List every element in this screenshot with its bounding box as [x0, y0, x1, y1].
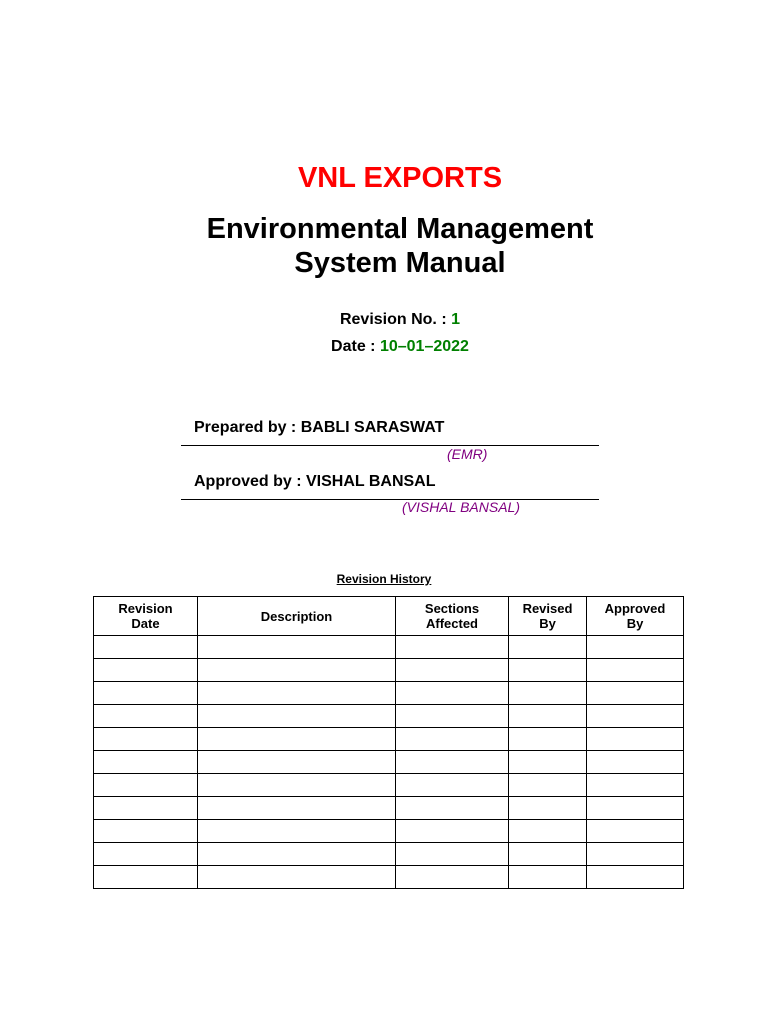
- table-cell: [198, 774, 396, 797]
- table-cell: [509, 705, 587, 728]
- prepared-signature-line: [181, 445, 599, 446]
- prepared-by: Prepared by : BABLI SARASWAT: [194, 419, 445, 436]
- table-cell: [198, 682, 396, 705]
- manual-title-line2: System Manual: [294, 247, 506, 279]
- prepared-role: (EMR): [447, 446, 488, 462]
- table-cell: [198, 866, 396, 889]
- table-cell: [587, 636, 684, 659]
- column-header-revised-by: Revised By: [509, 597, 587, 636]
- table-row: [94, 843, 684, 866]
- table-cell: [94, 682, 198, 705]
- revision-history-table: [93, 596, 684, 889]
- table-cell: [396, 820, 509, 843]
- manual-title-line1: Environmental Management: [206, 213, 594, 245]
- table-cell: [396, 843, 509, 866]
- table-row: [94, 682, 684, 705]
- revision-history-title: Revision History: [336, 572, 432, 586]
- table-cell: [94, 705, 198, 728]
- table-cell: [587, 843, 684, 866]
- approved-role: (VISHAL BANSAL): [402, 499, 521, 515]
- table-cell: [509, 751, 587, 774]
- table-cell: [509, 797, 587, 820]
- revision-date: [0, 338, 768, 356]
- table-cell: [509, 774, 587, 797]
- table-cell: [198, 659, 396, 682]
- table-cell: [509, 682, 587, 705]
- table-cell: [587, 797, 684, 820]
- table-cell: [94, 751, 198, 774]
- table-row: [94, 774, 684, 797]
- table-cell: [587, 866, 684, 889]
- table-cell: [94, 820, 198, 843]
- table-row: [94, 797, 684, 820]
- table-cell: [198, 797, 396, 820]
- table-cell: [396, 636, 509, 659]
- table-cell: [94, 636, 198, 659]
- table-row: [94, 820, 684, 843]
- table-cell: [94, 774, 198, 797]
- table-cell: [396, 797, 509, 820]
- table-row: [94, 751, 684, 774]
- revision-number-value: 1: [451, 311, 461, 328]
- column-header-description: Description: [198, 597, 396, 636]
- table-row: [94, 866, 684, 889]
- table-cell: [509, 659, 587, 682]
- table-cell: [396, 728, 509, 751]
- table-cell: [509, 843, 587, 866]
- table-cell: [587, 682, 684, 705]
- table-cell: [94, 659, 198, 682]
- approved-signature-line: [181, 499, 599, 500]
- column-header-approved-by: Approved By: [587, 597, 684, 636]
- table-cell: [396, 751, 509, 774]
- table-cell: [198, 705, 396, 728]
- table-cell: [198, 751, 396, 774]
- table-cell: [396, 774, 509, 797]
- table-cell: [198, 820, 396, 843]
- manual-title: [0, 212, 768, 280]
- table-cell: [509, 866, 587, 889]
- table-row: [94, 705, 684, 728]
- table-row: [94, 728, 684, 751]
- table-header-row: [94, 597, 684, 636]
- table-cell: [396, 682, 509, 705]
- table-row: [94, 659, 684, 682]
- revision-date-value: 10–01–2022: [379, 338, 469, 355]
- table-cell: [198, 728, 396, 751]
- revision-history-rows: [94, 636, 684, 889]
- table-cell: [94, 843, 198, 866]
- table-cell: [94, 728, 198, 751]
- table-cell: [198, 636, 396, 659]
- table-cell: [396, 866, 509, 889]
- company-name: VNL EXPORTS: [297, 162, 503, 194]
- column-header-revision-date: Revision Date: [94, 597, 198, 636]
- revision-number: [0, 311, 768, 329]
- approved-by: Approved by : VISHAL BANSAL: [194, 473, 436, 490]
- column-header-sections-affected: Sections Affected: [396, 597, 509, 636]
- revision-number-label: Revision No. :: [339, 311, 447, 328]
- revision-date-label: Date :: [331, 338, 376, 355]
- table-cell: [587, 751, 684, 774]
- table-cell: [587, 820, 684, 843]
- table-cell: [509, 820, 587, 843]
- table-cell: [587, 728, 684, 751]
- table-cell: [587, 659, 684, 682]
- table-cell: [509, 728, 587, 751]
- table-cell: [396, 659, 509, 682]
- table-cell: [198, 843, 396, 866]
- table-cell: [587, 705, 684, 728]
- table-cell: [509, 636, 587, 659]
- table-cell: [587, 774, 684, 797]
- table-cell: [94, 866, 198, 889]
- table-cell: [94, 797, 198, 820]
- table-row: [94, 636, 684, 659]
- table-cell: [396, 705, 509, 728]
